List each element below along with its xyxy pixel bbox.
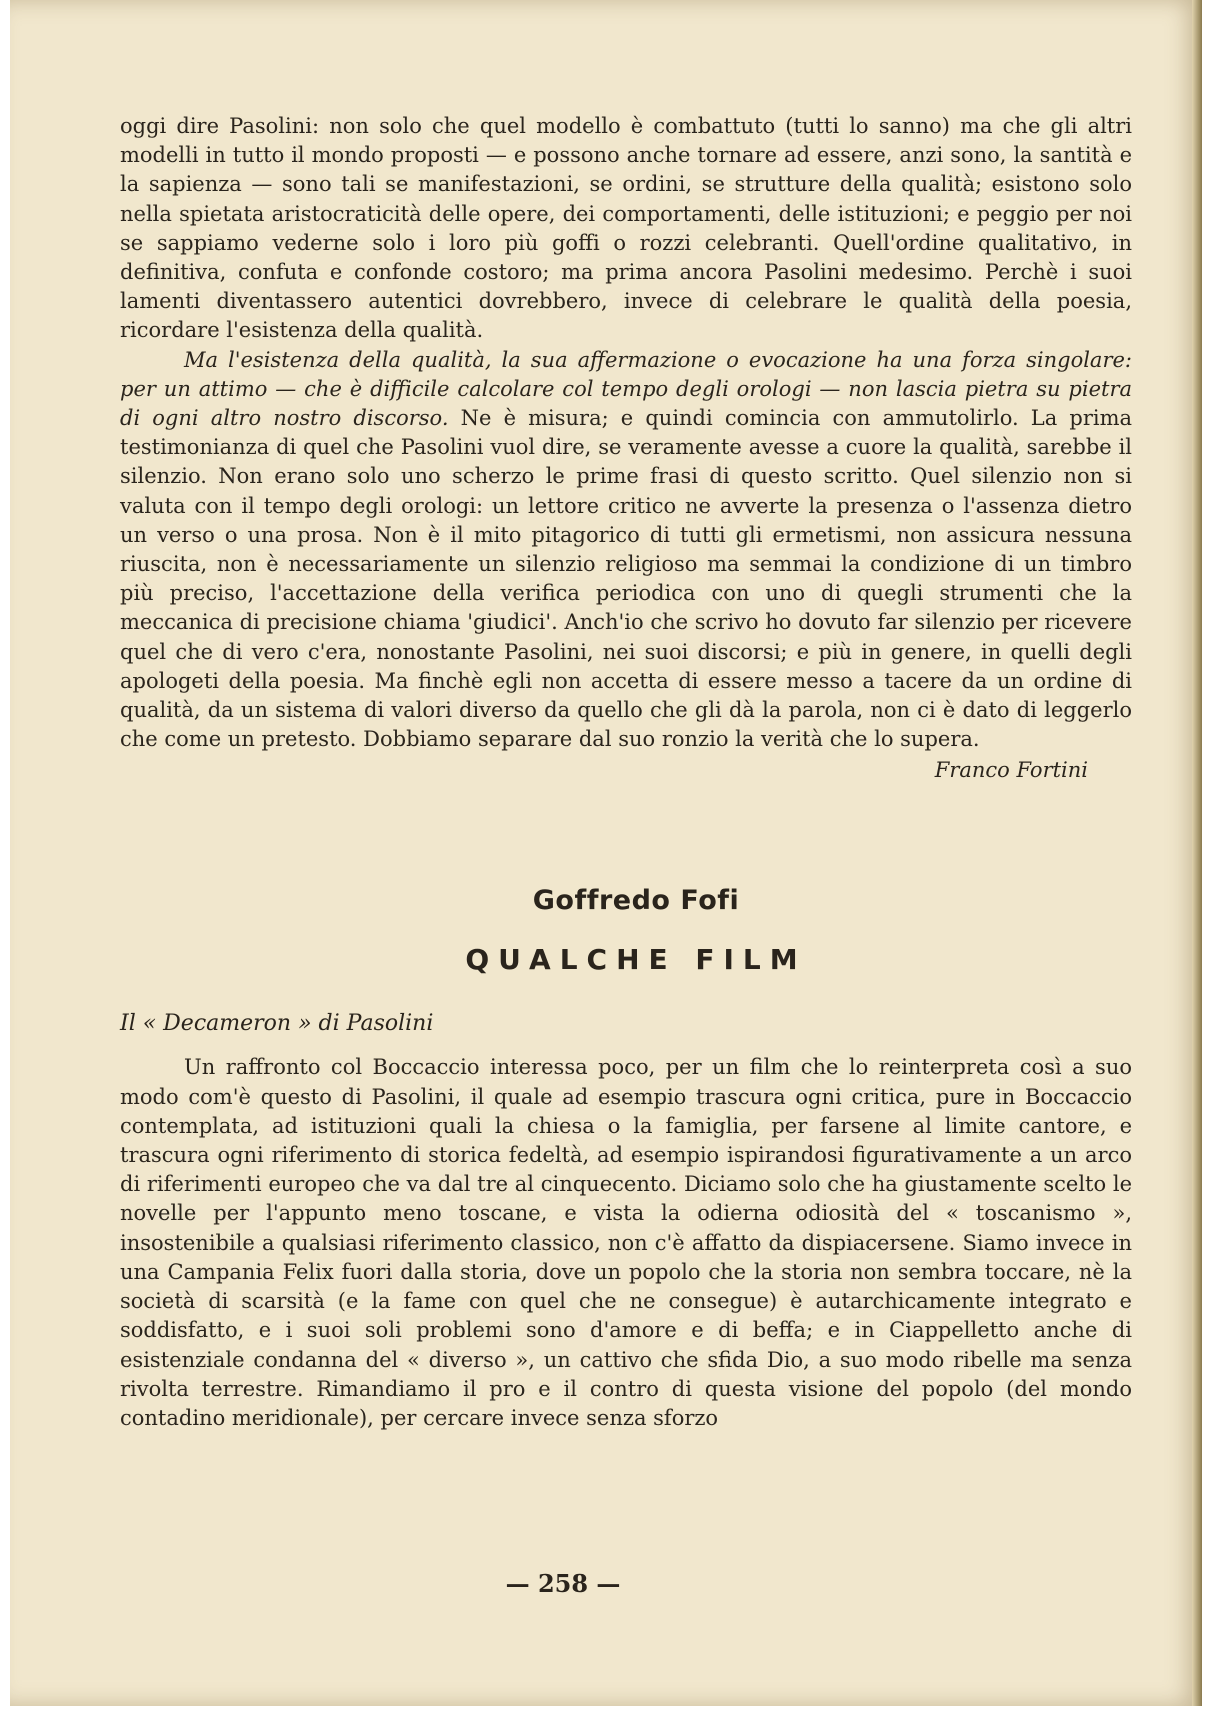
fortini-paragraph-2-text: Ne è misura; e quindi comincia con ammutolirlo. La prima testimonianza di quel che Pasolini vuol dire, se veramente avesse a cuore la qualità, sarebbe il silenzio. Non erano solo uno scherzo le prime frasi di questo scritto. Quel silenzio non si valuta con il tempo degli orologi: un lettore critico ne avverte la presenza o l'assenza dietro un verso o una prosa. Non è il mito pitagorico di tutti gli ermetismi, non assicura nessuna riuscita, non è necessariamente un silenzio religioso ma semmai la condizione di un timbro più preciso, l'accettazione della verifica periodica con uno di quegli strumenti che la meccanica di precisione chiama 'giudici'. Anch'io che scrivo ho dovuto far silenzio per ricevere quel che di vero c'era, nonostante Pasolini, nei suoi discorsi; e più in genere, in quelli degli apologeti della poesia. Ma finchè egli non accetta di essere messo a tacere da un ordine di qualità, da un sistema di valori diverso da quello che gli dà la parola, non ci è dato di leggerlo che come un pretesto. Dobbiamo separare dal suo ronzio la verità che lo supera. xyxy=(120,406,1133,752)
fortini-italic-passage: Ma l'esistenza della qualità, la sua affermazione o evocazione ha una forza singolare: per un attimo — che è difficile calcolare col tempo degli orologi — non lascia pietra su pietra di ogni altro nostro discorso. xyxy=(120,347,1132,431)
page-number: — 258 — xyxy=(505,1569,621,1598)
fortini-paragraph-1: oggi dire Pasolini: non solo che quel modello è combattuto (tutti lo sanno) ma che gli altri modelli in tutto il mondo proposti — e possono anche tornare ad essere, anzi sono, la santità e la sapienza — sono tali se manifestazioni, se ordini, se strutture della qualità; esistono solo nella spietata aristocraticità delle opere, dei comportamenti, delle istituzioni; e peggio per noi se sappiamo vederne solo i loro più goffi o rozzi celebranti. Quell'ordine qualitativo, in definitiva, confuta e confonde costoro; ma prima ancora Pasolini medesimo. Perchè i suoi lamenti diventassero autentici dovrebbero, invece di celebrare le qualità della poesia, ricordare l'esistenza della qualità. xyxy=(120,114,1132,343)
section-heading: Il « Decameron » di Pasolini xyxy=(120,1011,434,1037)
fortini-paragraph-2 xyxy=(120,346,1132,755)
page-edge xyxy=(1192,0,1202,1706)
author-signature: Franco Fortini xyxy=(934,758,1088,783)
fofi-paragraph-1: Un raffronto col Boccaccio interessa poco, per un film che lo reinterpreta così a suo modo com'è questo di Pasolini, il quale ad esempio trascura ogni critica, pure in Boccaccio contemplata, ad istituzioni quali la chiesa o la famiglia, per farsene al limite cantore, e trascura ogni riferimento di storica fedeltà, ad esempio ispirandosi figurativamente a un arco di riferimenti europeo che va dal tre al cinquecento. Diciamo solo che ha giustamente scelto le novelle per l'appunto meno toscane, e vista la odierna odiosità del « toscanismo », insostenibile a qualsiasi riferimento classico, non c'è affatto da dispiacersene. Siamo invece in una Campania Felix fuori dalla storia, dove un popolo che la storia non sembra toccare, nè la società di scarsità (e la fame con quel che ne consegue) è autarchicamente integrato e soddisfatto, e i suoi soli problemi sono d'amore e di beffa; e in Ciappelletto anche di esistenziale condanna del « diverso », un cattivo che sfida Dio, a suo modo ribelle ma senza rivolta terrestre. Rimandiamo il pro e il contro di questa visione del popolo (del mondo contadino meridionale), per cercare invece senza sforzo xyxy=(120,1055,1132,1430)
text-column xyxy=(120,112,1132,1433)
article-author: Goffredo Fofi xyxy=(532,885,740,917)
book-page xyxy=(10,0,1202,1706)
article-title: QUALCHE FILM xyxy=(465,943,807,977)
